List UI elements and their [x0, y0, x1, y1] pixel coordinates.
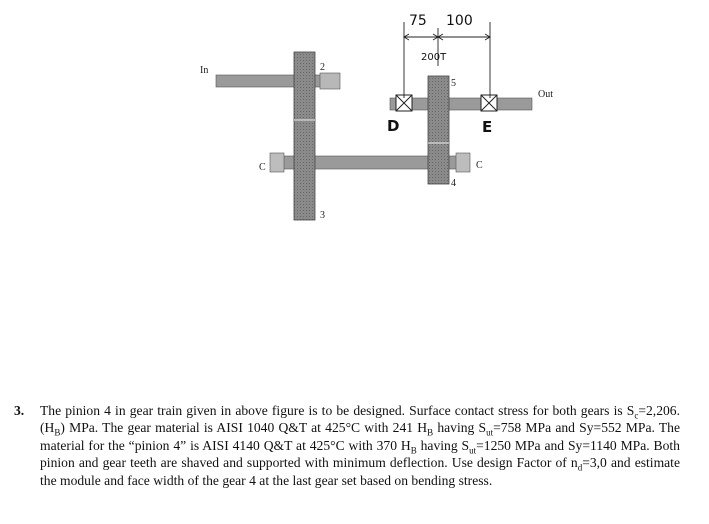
bearing-d-label: D	[387, 117, 400, 135]
gear-2-hub	[320, 73, 340, 89]
bearing-e-label: E	[482, 118, 493, 136]
c-right-label: C	[476, 160, 483, 171]
c-left-label: C	[259, 162, 266, 173]
problem-text: The pinion 4 in gear train given in above figure is to be designed. Surface contact stress for both gears is $S_c=2,206.(H_B)$ MPa. The gear material is AISI 1040 Q&T at 425°C with 241 $H_B$ having $S_{ut}=758$ MPa and Sy=552 MPa. The material for the “pinion 4” is AISI 4140 Q&T at 425°C with 370 $H_B$ having $S_{ut}=1250$ MPa and Sy=1140 MPa. Both pinion and gear teeth are shaved and supported with minimum deflection. Use design Factor of $n_d=3,0$ and estimate the module and face width of the gear 4 at the last gear set based on bending stress.	[40, 403, 680, 488]
dimension-center-label: 200T	[421, 52, 447, 63]
problem-statement	[14, 402, 680, 489]
problem-number: 3.	[14, 403, 25, 418]
dimension-right-label: 100	[446, 13, 473, 29]
input-shaft	[216, 75, 336, 87]
input-label: In	[200, 65, 209, 76]
counter-bearing-right	[456, 153, 470, 172]
gear-train-figure	[0, 0, 709, 240]
gear-4-5-disk	[428, 76, 449, 184]
gear-3-label: 3	[320, 210, 325, 221]
output-label: Out	[538, 89, 553, 100]
bearing-e-symbol	[481, 95, 497, 111]
gear-2-3-disk	[294, 52, 315, 220]
counter-bearing-left	[270, 153, 284, 172]
gear-2-label: 2	[320, 62, 325, 73]
dimension-left-label: 75	[409, 13, 427, 29]
gear-5-label: 5	[451, 78, 456, 89]
gear-4-label: 4	[451, 178, 456, 189]
